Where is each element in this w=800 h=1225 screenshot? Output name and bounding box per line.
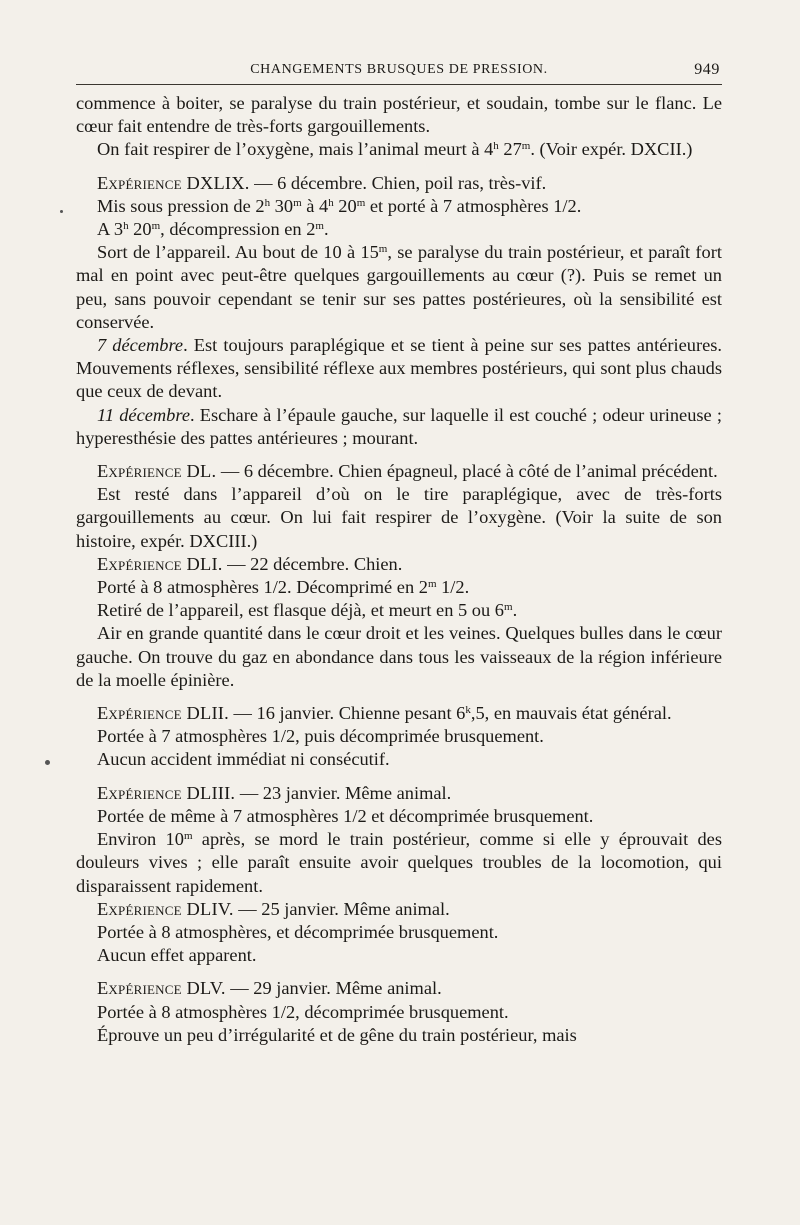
paragraph-p2 (76, 138, 722, 161)
ink-speck (45, 760, 50, 765)
text-run: . (323, 219, 329, 240)
paragraph-p17 (76, 748, 722, 771)
text-run: . (Voir expér. DXCII.) (530, 139, 693, 160)
experiment-heading: Expérience DLI. (97, 553, 223, 574)
text-run: — 6 décembre. Chien, poil ras, très-vif. (249, 172, 547, 193)
superscript: m (521, 140, 531, 153)
superscript: m (293, 196, 302, 209)
running-title: CHANGEMENTS BRUSQUES DE PRESSION. (250, 62, 548, 77)
date-italic: 11 décembre (97, 404, 191, 425)
superscript: m (183, 830, 193, 843)
text-run: 30 (270, 195, 294, 216)
experiment-heading: Expérience DL. (97, 461, 217, 482)
superscript: m (315, 220, 324, 233)
text-run: Mis sous pression de 2 (97, 195, 265, 216)
text-run: . Eschare à l’épaule gauche, sur laquelle il est couché ; odeur urineuse ; hyperesthésie des pattes antérieures ; mourant. (76, 404, 723, 448)
page-number: 949 (694, 61, 720, 78)
paragraph-p21 (76, 898, 722, 921)
superscript: m (151, 220, 161, 233)
paragraph-p18 (76, 782, 722, 805)
paragraph-p13 (76, 599, 722, 622)
paragraph-p12 (76, 576, 722, 599)
paragraph-p1 (76, 92, 722, 138)
text-run: Air en grande quantité dans le cœur droit et les veines. Quelques bulles dans le cœur gauche. On trouve du gaz en abondance dans tous les vaisseaux de la région inférieure de la moelle épinière. (76, 623, 722, 690)
paragraph-p25 (76, 1001, 722, 1024)
superscript: h (328, 196, 334, 209)
superscript: h (123, 220, 129, 233)
text-run: Portée à 8 atmosphères 1/2, décomprimée brusquement. (97, 1001, 509, 1022)
paragraph-p22 (76, 921, 722, 944)
experiment-heading: Expérience DLII. (97, 703, 229, 724)
text-run: Porté à 8 atmosphères 1/2. Décomprimé en 2 (97, 577, 428, 598)
page (76, 58, 722, 1047)
text-run: Portée de même à 7 atmosphères 1/2 et décomprimée brusquement. (97, 805, 594, 826)
paragraph-p15 (76, 702, 722, 725)
superscript: k (465, 704, 471, 717)
paragraph-p14 (76, 622, 722, 692)
experiment-heading: Expérience DXLIX. (97, 172, 250, 193)
experiment-heading: Expérience DLV. (97, 978, 226, 999)
text-run: — 25 janvier. Même animal. (233, 898, 450, 919)
text-run: 20 (128, 219, 152, 240)
text-run: — 22 décembre. Chien. (222, 553, 403, 574)
page-header (76, 58, 722, 84)
body-text (76, 92, 722, 1047)
paragraph-p24 (76, 977, 722, 1000)
superscript: h (493, 140, 499, 153)
text-run: — 16 janvier. Chienne pesant 6 (228, 703, 466, 724)
header-rule (76, 84, 722, 85)
paragraph-p5 (76, 218, 722, 241)
paragraph-p23 (76, 944, 722, 967)
experiment-heading: Expérience DLIII. (97, 782, 236, 803)
experiment-heading: Expérience DLIV. (97, 898, 234, 919)
text-run: ,5, en mauvais état général. (470, 703, 672, 724)
superscript: m (378, 243, 388, 256)
text-run: . (512, 600, 518, 621)
text-run: après, se mord le train postérieur, comme si elle y éprouvait des douleurs vives ; elle paraît ensuite avoir quelques troubles de la locomotion, qui disparaissent rapidement. (76, 829, 722, 896)
superscript: m (427, 578, 437, 591)
paragraph-p11 (76, 553, 722, 576)
text-run: — 29 janvier. Même animal. (225, 978, 442, 999)
text-run: A 3 (97, 219, 124, 240)
paragraph-p8 (76, 404, 722, 450)
text-run: et porté à 7 atmosphères 1/2. (365, 195, 582, 216)
paragraph-p7 (76, 334, 722, 404)
text-run: Environ 10 (97, 829, 184, 850)
text-run: , décompression en 2 (160, 219, 316, 240)
text-run: Portée à 7 atmosphères 1/2, puis décomprimée brusquement. (97, 726, 544, 747)
paragraph-p4 (76, 195, 722, 218)
paragraph-p9 (76, 460, 722, 483)
paragraph-p19 (76, 805, 722, 828)
text-run: — 23 janvier. Même animal. (235, 782, 452, 803)
text-run: Portée à 8 atmosphères, et décomprimée brusquement. (97, 921, 499, 942)
text-run: 1/2. (436, 577, 470, 598)
superscript: h (264, 196, 271, 209)
text-run: Sort de l’appareil. Au bout de 10 à 15 (97, 242, 379, 263)
text-run: Aucun effet apparent. (97, 945, 257, 966)
date-italic: 7 décembre (97, 335, 184, 356)
paragraph-p20 (76, 828, 722, 898)
text-run: Éprouve un peu d’irrégularité et de gêne du train postérieur, mais (97, 1024, 577, 1045)
superscript: m (356, 196, 366, 209)
text-run: Aucun accident immédiat ni consécutif. (97, 749, 390, 770)
text-run: Retiré de l’appareil, est flasque déjà, et meurt en 5 ou 6 (97, 600, 504, 621)
paragraph-p16 (76, 725, 722, 748)
paragraph-p6 (76, 241, 722, 334)
paragraph-p26 (76, 1024, 722, 1047)
ink-speck (60, 210, 63, 213)
text-run: 27 (498, 139, 522, 160)
superscript: m (504, 601, 513, 614)
text-run: 20 (333, 195, 357, 216)
text-run: On fait respirer de l’oxygène, mais l’animal meurt à 4 (97, 139, 494, 160)
text-run: , se paralyse du train postérieur, et paraît fort mal en point avec peut-être quelques gargouillements au cœur (?). Puis se remet un peu, sans pouvoir cependant se tenir sur ses pattes postérieures, où la sensibilité est conservée. (76, 242, 722, 332)
paragraph-p10 (76, 483, 722, 553)
paragraph-p3 (76, 172, 722, 195)
text-run: à 4 (301, 195, 329, 216)
text-run: — 6 décembre. Chien épagneul, placé à côté de l’animal précédent. (216, 461, 718, 482)
text-run: commence à boiter, se paralyse du train postérieur, et soudain, tombe sur le flanc. Le cœur fait entendre de très-forts gargouillements. (76, 93, 722, 137)
text-run: Est resté dans l’appareil d’où on le tire paraplégique, avec de très-forts gargouillements au cœur. On lui fait respirer de l’oxygène. (Voir la suite de son histoire, expér. DXCIII.) (76, 484, 722, 551)
text-run: . Est toujours paraplégique et se tient à peine sur ses pattes antérieures. Mouvements réflexes, sensibilité réflexe aux membres postérieurs, qui sont plus chauds que ceux de devant. (76, 335, 722, 402)
